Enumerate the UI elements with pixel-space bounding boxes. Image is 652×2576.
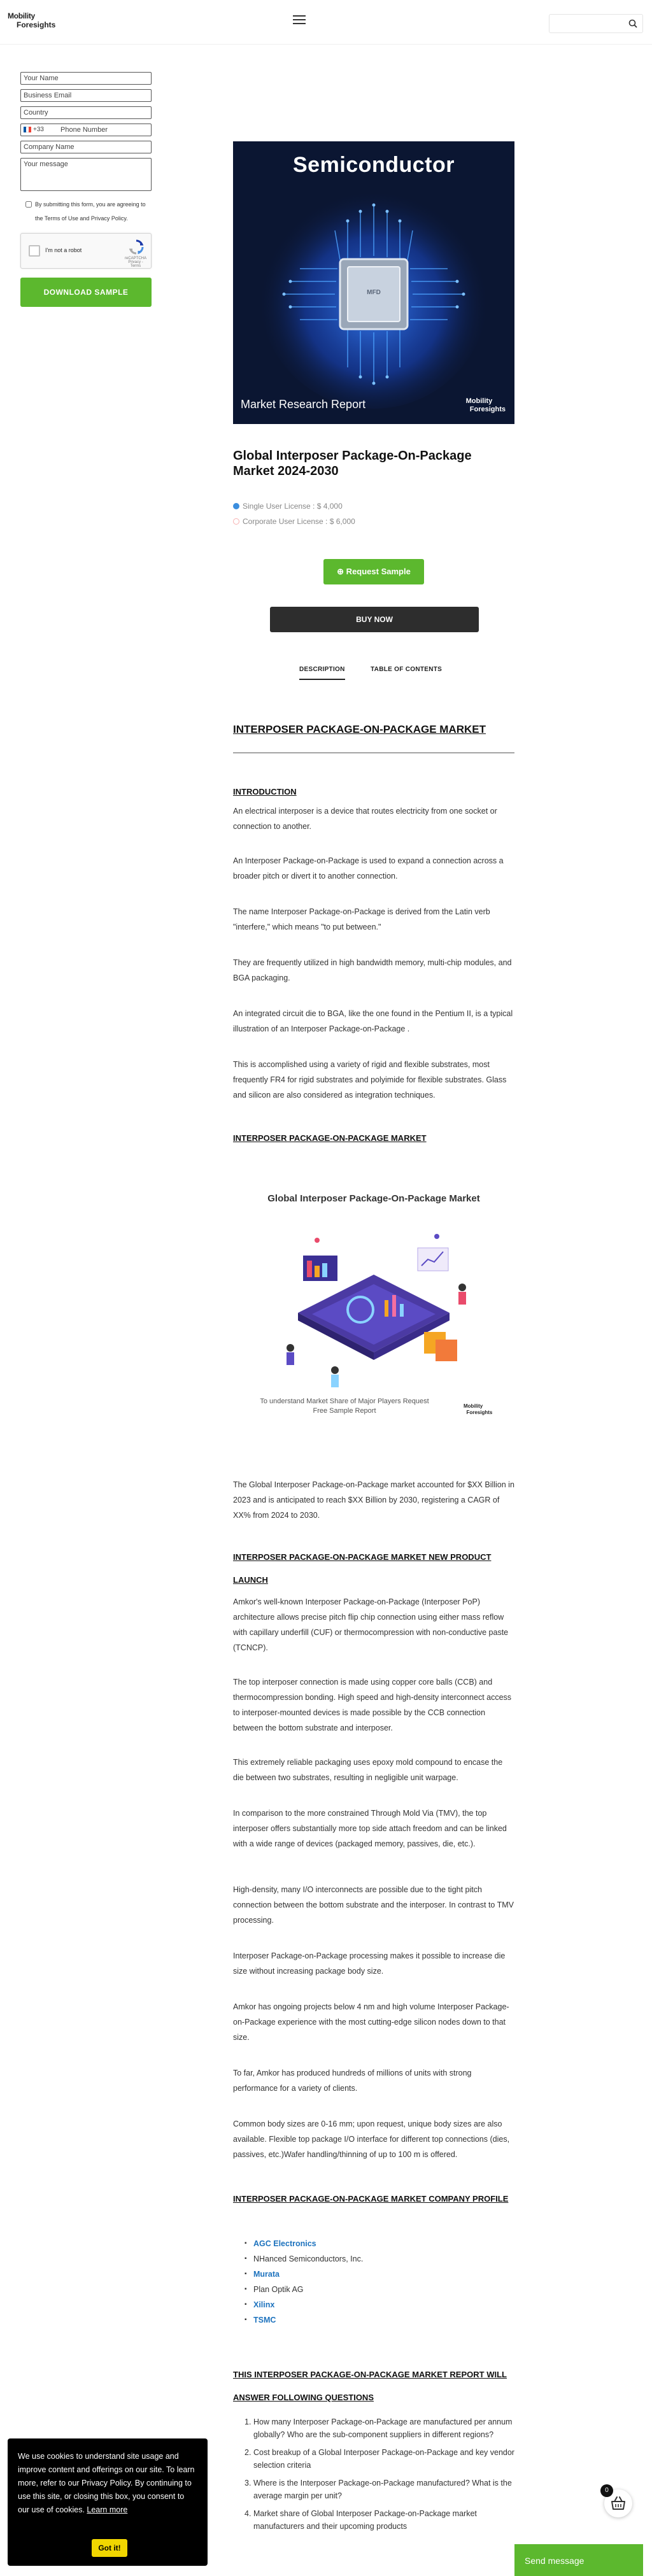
launch-paragraph: The top interposer connection is made using copper core balls (CCB) and thermocompression bonding. High speed and high-density interconnect access to interposer-mounted devices is made possible by the CCB connection between the bottom substrate and interposer. [233,1678,512,1732]
infographic-logo: Mobility Foresights [464,1403,493,1415]
send-message-chat-button[interactable]: Send message [514,2544,643,2576]
intro-paragraph: An electrical interposer is a device that routes electricity from one socket or connection to another. [233,807,497,831]
recaptcha-widget [20,233,152,269]
product-title: Global Interposer Package-On-Package Market 2024-2030 [233,449,472,478]
launch-paragraph: Amkor has ongoing projects below 4 nm and high volume Interposer Package-on-Package experience with the most cutting-edge silicon nodes down to that size. [233,2002,509,2042]
launch-heading: INTERPOSER PACKAGE-ON-PACKAGE MARKET NEW PRODUCT LAUNCH [233,1552,492,1585]
tab-description[interactable]: DESCRIPTION [299,666,345,680]
search-input[interactable] [549,15,620,32]
site-logo[interactable] [8,11,59,36]
question-item: 3. Where is the Interposer Package-on-Package manufactured? What is the average margin per unit? [244,2479,512,2500]
company-link-xilinx[interactable]: ▪ Xilinx [244,2297,514,2312]
cookie-banner [8,2438,208,2566]
consent-text: By submitting this form, you are agreeing to the Terms of Use and Privacy Policy. [35,201,146,222]
intro-paragraph: The name Interposer Package-on-Package is derived from the Latin verb "interfere," which means "to put between." [233,907,490,931]
intro-paragraph: An Interposer Package-on-Package is used to expand a connection across a broader pitch or divert it to another connection. [233,856,504,881]
consent-row [20,197,152,225]
company-field[interactable] [20,141,152,153]
product-tabs [233,666,514,684]
report-cover-image [233,141,514,424]
company-link-tsmc[interactable]: ▪ TSMC [244,2312,514,2328]
infographic-caption[interactable]: To understand Market Share of Major Players Request Free Sample Report [260,1398,429,1415]
market-paragraph: The Global Interposer Package-on-Package market accounted for $XX Billion in 2023 and is anticipated to reach $XX Billion by 2030, registering a CAGR of XX% from 2024 to 2030. [233,1480,514,1520]
question-item: 1. How many Interposer Package-on-Package are manufactured per annum globally? Who are the sub-component suppliers in different regions? [244,2417,513,2439]
menu-toggle-button[interactable] [293,15,306,25]
company-link-agc[interactable]: ▪ AGC Electronics [244,2236,514,2251]
france-flag-icon[interactable] [24,127,31,132]
circuit-chip-illustration [233,141,514,424]
intro-paragraph: They are frequently utilized in high bandwidth memory, multi-chip modules, and BGA packaging. [233,958,512,982]
radio-checked-icon[interactable] [233,503,239,509]
company-list [244,2236,514,2328]
launch-paragraph: Interposer Package-on-Package processing makes it possible to increase die size without increasing package body size. [233,1951,506,1976]
cookie-text: We use cookies to understand site usage and improve content and offerings on our site. To learn more, refer to our Privacy Policy. By continuing to use this site, or closing this box, you consent to our use of cookies. Learn more [18,2452,195,2514]
market-infographic [233,1179,514,1440]
recaptcha-label: I'm not a robot [45,247,82,253]
consent-checkbox[interactable] [25,201,32,208]
cookie-accept-button[interactable]: Got it! [92,2539,127,2557]
search-icon[interactable] [628,19,637,28]
buy-now-button[interactable]: BUY NOW [270,607,479,632]
sample-request-form [20,72,152,307]
phone-country-code: +33 [33,126,44,133]
recaptcha-logo-icon [128,239,145,255]
name-field[interactable] [20,72,152,85]
license-single[interactable]: Single User License : $ 4,000 [233,502,343,511]
question-item: 2. Cost breakup of a Global Interposer Package-on-Package and key vendor selection criteria [244,2448,514,2470]
launch-paragraph: To far, Amkor has produced hundreds of millions of units with strong performance for a variety of clients. [233,2069,472,2093]
launch-paragraph: High-density, many I/O interconnects are possible due to the tight pitch connection between the bottom substrate and the interposer. In contrast to TMV processing. [233,1885,514,1925]
article-main-heading: INTERPOSER PACKAGE-ON-PACKAGE MARKET [233,723,486,735]
cover-logo: Mobility Foresights [465,397,506,413]
request-sample-button[interactable]: ⊕ Request Sample [323,559,424,584]
intro-paragraph: An integrated circuit die to BGA, like the one found in the Pentium II, is a typical illustration of an Interposer Package-on-Package . [233,1009,513,1033]
country-field[interactable] [20,106,152,119]
intro-heading: INTRODUCTION [233,787,297,796]
market-heading: INTERPOSER PACKAGE-ON-PACKAGE MARKET [233,1133,427,1143]
questions-heading: THIS INTERPOSER PACKAGE-ON-PACKAGE MARKET REPORT WILL ANSWER FOLLOWING QUESTIONS [233,2370,507,2402]
company-item-nhanced: ▪ NHanced Semiconductors, Inc. [244,2251,514,2267]
infographic-title: Global Interposer Package-On-Package Market [267,1193,480,1204]
launch-paragraph: Amkor's well-known Interposer Package-on-Package (Interposer PoP) architecture allows precise pitch flip chip connection using either mass reflow with capillary underfill (CUF) or thermocompression with non-conductive paste (TCNCP). [233,1597,509,1652]
email-field[interactable] [20,89,152,102]
cover-title: Semiconductor [293,153,455,177]
question-item: 4. Market share of Global Interposer Package-on-Package market manufacturers and their upcoming products [244,2509,477,2531]
message-field[interactable] [20,158,152,191]
radio-unchecked-icon[interactable] [233,518,239,525]
launch-paragraph: In comparison to the more constrained Through Mold Via (TMV), the top interposer offers substantially more top side attach freedom and can be linked with a wide range of devices (packaged memory, passives, die, etc.). [233,1809,507,1848]
recaptcha-checkbox[interactable] [29,245,40,257]
hamburger-icon [293,15,306,17]
download-sample-button[interactable]: DOWNLOAD SAMPLE [20,278,152,307]
phone-field-wrapper [20,124,152,136]
questions-list [244,2416,514,2538]
cover-chip-text: MFD [367,289,381,296]
cover-footer-text: Market Research Report [241,398,366,411]
company-profile-heading: INTERPOSER PACKAGE-ON-PACKAGE MARKET COMPANY PROFILE [233,2194,509,2204]
launch-paragraph: Common body sizes are 0-16 mm; upon request, unique body sizes are also available. Flexible top package I/O interface for different top connections (dies, passives, etc.)Wafer handling/thinning of up to 100 m is offered. [233,2120,510,2159]
recaptcha-brand: reCAPTCHA Privacy - Terms [124,257,146,268]
cart-count-badge: 0 [600,2484,613,2497]
logo-text-line1: Mobility [8,11,35,20]
tab-table-of-contents[interactable]: TABLE OF CONTENTS [371,666,443,673]
cart-button[interactable] [604,2489,632,2517]
learn-more-link[interactable]: Learn more [87,2505,128,2514]
license-corporate[interactable]: Corporate User License : $ 6,000 [233,517,355,526]
launch-paragraph: This extremely reliable packaging uses epoxy mold compound to encase the die between two substrates, resulting in negligible unit warpage. [233,1758,503,1782]
company-link-murata[interactable]: ▪ Murata [244,2267,514,2282]
intro-paragraph: This is accomplished using a variety of rigid and flexible substrates, most frequently FR4 for rigid substrates and polyimide for flexible substrates. Glass and silicon are also considered as integration techniques. [233,1060,507,1100]
logo-text-line2: Foresights [17,20,56,29]
search-box [549,14,643,33]
site-header [0,0,652,45]
company-item-plan-optik: ▪ Plan Optik AG [244,2282,514,2297]
